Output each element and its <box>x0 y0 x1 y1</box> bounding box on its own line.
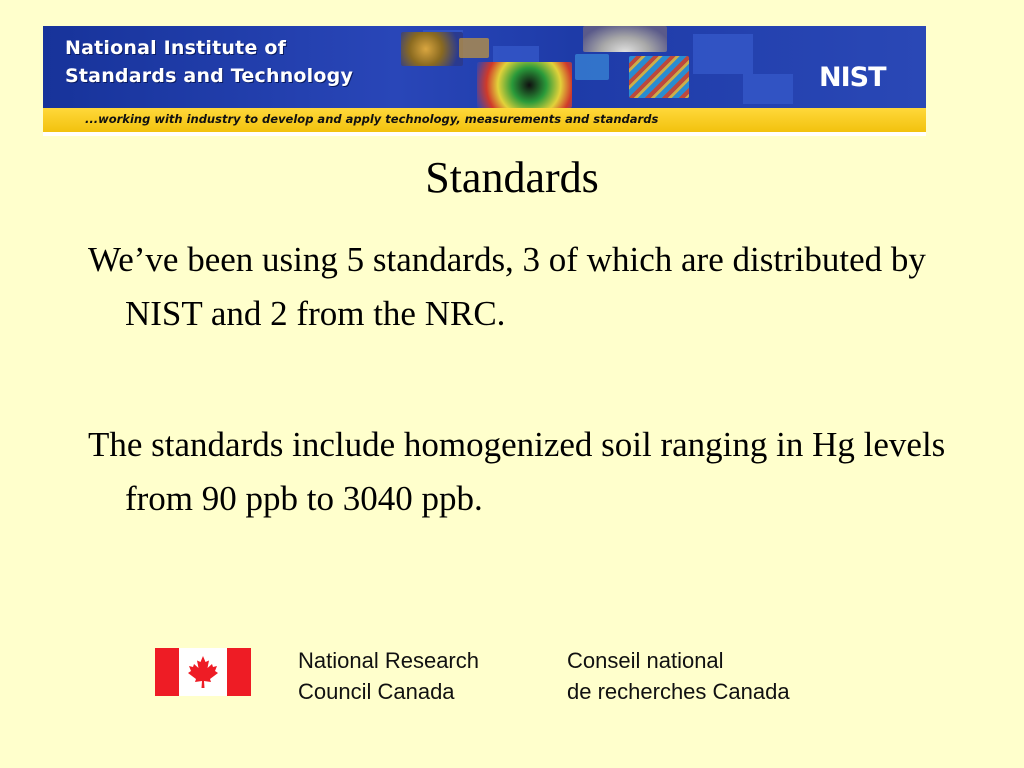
canada-flag-icon <box>155 648 251 696</box>
flag-bar <box>155 648 179 696</box>
pattern-image <box>629 56 689 98</box>
circuit-image <box>459 38 489 58</box>
nrc-fr-line1: Conseil national <box>567 648 724 673</box>
nrc-en-line1: National Research <box>298 648 479 673</box>
bullet-paragraph: We’ve been using 5 standards, 3 of which are distributed by NIST and 2 from the NRC. <box>88 240 926 333</box>
nrc-name-english <box>298 645 479 707</box>
nist-name <box>65 34 353 90</box>
nist-name-line1: National Institute of <box>65 37 287 59</box>
nist-logo: NIST <box>819 62 886 93</box>
molecule-image <box>477 62 572 108</box>
banner-divider <box>43 132 926 136</box>
tagline-strip <box>43 108 926 132</box>
slide-title: Standards <box>425 153 599 202</box>
nrc-fr-line2: de recherches Canada <box>567 679 790 704</box>
bullet-paragraph: The standards include homogenized soil ranging in Hg levels from 90 ppb to 3040 ppb. <box>88 425 946 518</box>
tagline: ...working with industry to develop and apply technology, measurements and standards <box>85 112 659 126</box>
flag-bar <box>227 648 251 696</box>
nist-name-line2: Standards and Technology <box>65 65 354 87</box>
banner-tile <box>693 34 753 74</box>
nist-banner <box>43 26 926 136</box>
nrc-name-french <box>567 645 790 707</box>
maple-leaf-icon <box>185 654 221 690</box>
pattern-image <box>575 54 609 80</box>
circuit-image <box>401 32 463 66</box>
gear-image <box>583 26 667 52</box>
banner-tile <box>743 74 793 104</box>
nrc-en-line2: Council Canada <box>298 679 455 704</box>
